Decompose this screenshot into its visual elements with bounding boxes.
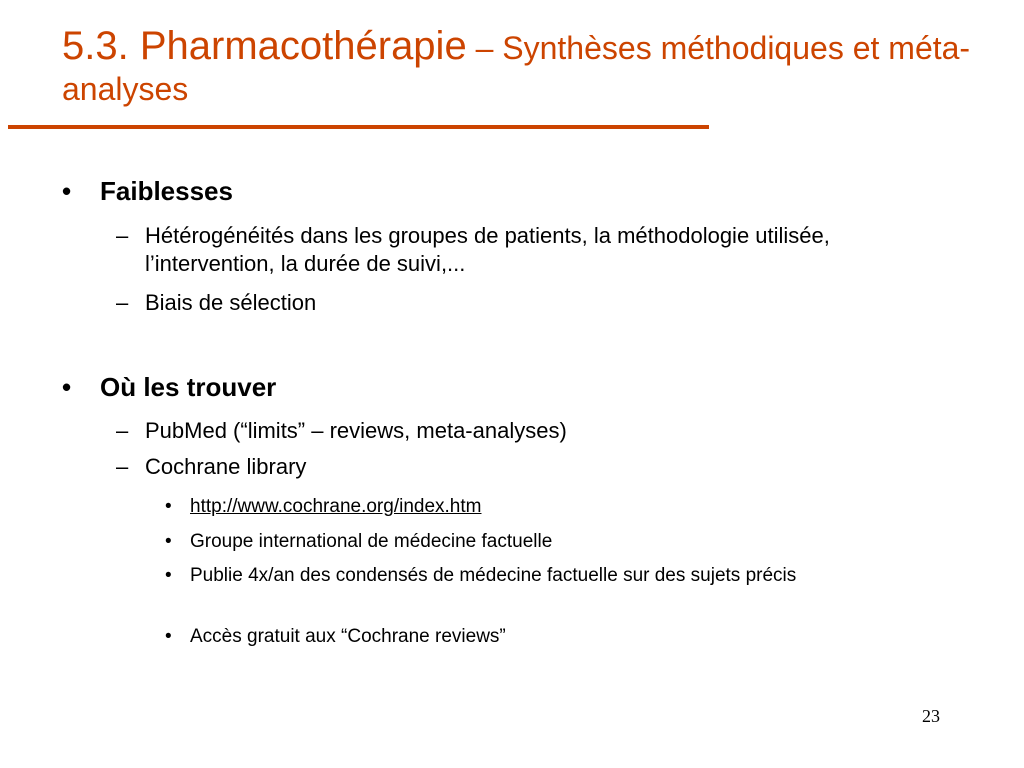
bullet-icon: • bbox=[62, 372, 72, 402]
section-heading-text: Où les trouver bbox=[100, 372, 277, 402]
bullet-icon: • bbox=[165, 565, 172, 586]
slide-title-subtitle: – Synthèses méthodiques et méta-analyses bbox=[62, 30, 971, 107]
page-number: 23 bbox=[922, 706, 940, 726]
dash-icon: – bbox=[116, 454, 129, 479]
bullet-icon: • bbox=[165, 626, 172, 647]
dash-icon: – bbox=[116, 290, 129, 315]
list-item-text: Biais de sélection bbox=[145, 290, 317, 315]
sub-list-item-text: Groupe international de médecine factuelle bbox=[190, 531, 553, 552]
slide-title bbox=[62, 22, 1012, 108]
list-item-text: PubMed (“limits” – reviews, meta-analyses) bbox=[145, 418, 567, 443]
sub-list-item-text: Accès gratuit aux “Cochrane reviews” bbox=[190, 626, 506, 647]
title-underline bbox=[8, 125, 709, 129]
section-heading-text: Faiblesses bbox=[100, 176, 233, 206]
cochrane-link[interactable]: http://www.cochrane.org/index.htm bbox=[190, 496, 482, 517]
bullet-icon: • bbox=[165, 496, 172, 517]
bullet-icon: • bbox=[165, 531, 172, 552]
dash-icon: – bbox=[116, 223, 129, 248]
bullet-icon: • bbox=[62, 176, 72, 206]
list-item-text: Hétérogénéités dans les groupes de patients, la méthodologie utilisée, l’intervention, la durée de suivi,... bbox=[145, 223, 830, 276]
dash-icon: – bbox=[116, 418, 129, 443]
slide-title-main: 5.3. Pharmacothérapie bbox=[62, 24, 467, 68]
list-item-text: Cochrane library bbox=[145, 454, 307, 479]
sub-list-item-text: Publie 4x/an des condensés de médecine factuelle sur des sujets précis bbox=[190, 565, 797, 586]
